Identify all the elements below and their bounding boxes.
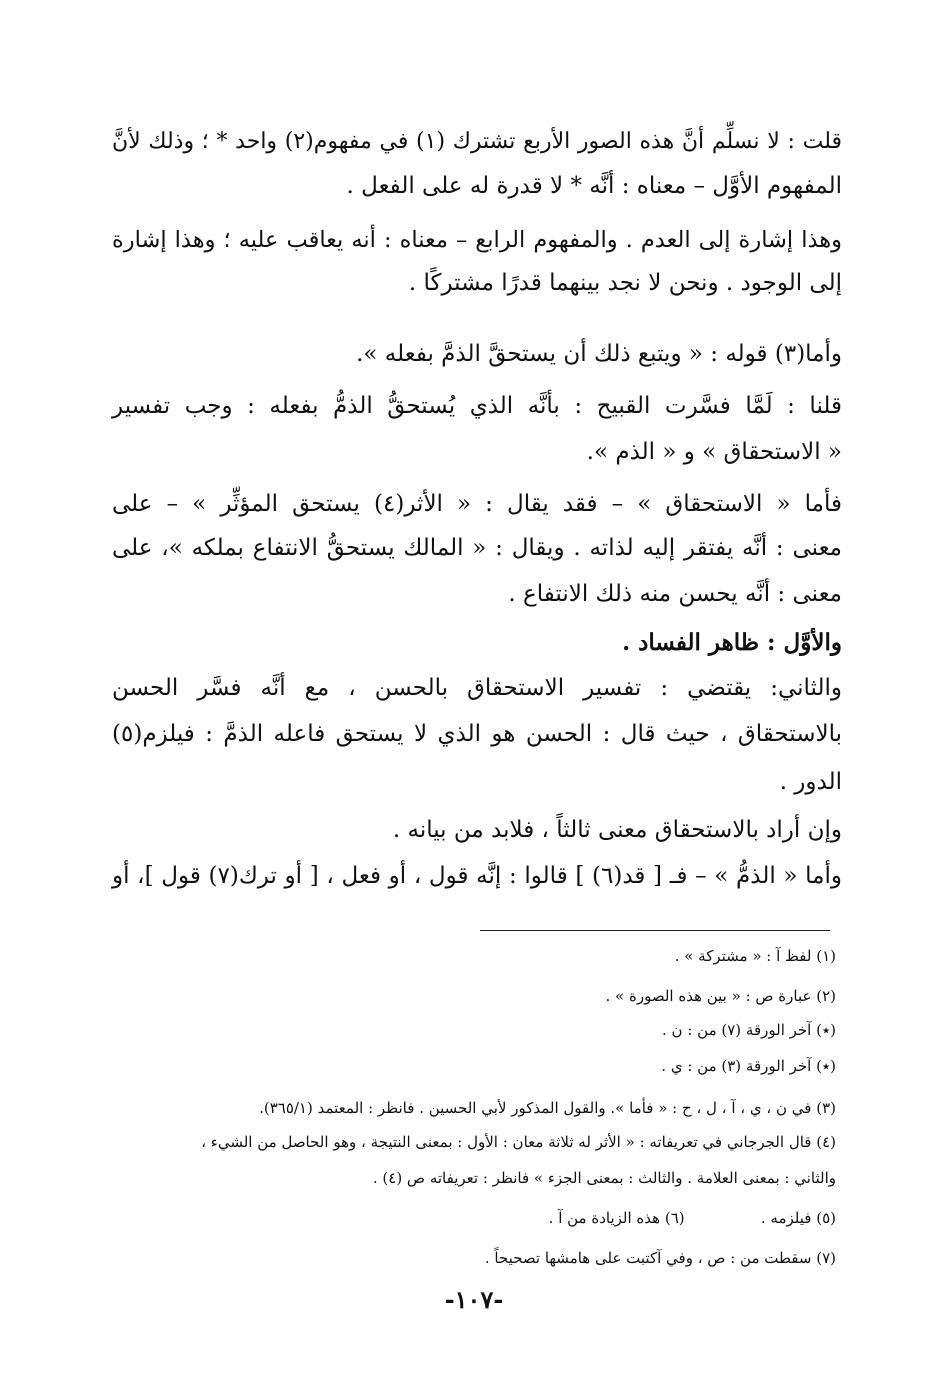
page-number: -١٠٧- [444, 1285, 504, 1314]
footnote: (٭) آخر الورقة (٣) من : ي . [661, 1057, 836, 1075]
body-line: المفهوم الأوَّل – معناه : أنَّه * لا قدرة له على الفعل . [346, 173, 842, 199]
footnote: (١) لفظ آ : « مشتركة » . [674, 947, 836, 965]
body-line: إلى الوجود . ونحن لا نجد بينهما قدرًا مشتركًا . [408, 270, 842, 296]
body-line: قلت : لا نسلِّم أنَّ هذه الصور الأربع تشترك (١) في مفهوم(٢) واحد * ؛ وذلك لأنَّ [112, 129, 842, 154]
body-line: فأما « الاستحقاق » – فقد يقال : « الأثر(٤) يستحق المؤثِّر » – على [112, 491, 842, 517]
footnote: (٢) عبارة ص : « بين هذه الصورة » . [605, 987, 836, 1005]
footnote: (٤) قال الجرجاني في تعريفاته : « الأثر له ثلاثة معان : الأول : بمعنى النتيجة ، وهو الحاصل من الشيء ، [201, 1133, 836, 1151]
body-line: بالاستحقاق ، حيث قال : الحسن هو الذي لا يستحق فاعله الذمَّ : فيلزم(٥) [112, 721, 842, 747]
body-line: وأما « الذمُّ » – فـ [ قد(٦) ] قالوا : إنَّه قول ، أو فعل ، [ أو ترك(٧) قول ]، أو [112, 863, 842, 889]
body-line: معنى : أنَّه يحسن منه ذلك الانتفاع . [508, 581, 842, 607]
body-line: وأما(٣) قوله : « ويتبع ذلك أن يستحقَّ الذمَّ بفعله ». [356, 341, 842, 367]
footnote: (٥) فيلزمه . (٦) هذه الزيادة من آ . [548, 1209, 836, 1227]
footnote: (٭) آخر الورقة (٧) من : ن . [662, 1021, 836, 1039]
footnote: (٧) سقطت من : ص ، وفي آكتبت على هامشها تصحيحاً . [484, 1249, 836, 1267]
body-line: الدور . [779, 769, 842, 795]
footnote: والثاني : بمعنى العلامة . والثالث : بمعنى الجزء » فانظر : تعريفاته ص (٤) . [372, 1169, 836, 1187]
body-line: وإن أراد بالاستحقاق معنى ثالثاً ، فلابد من بيانه . [392, 817, 842, 843]
body-line: قلنا : لَمَّا فسَّرت القبيح : بأنَّه الذي يُستحقُّ الذمُّ بفعله : وجب تفسير [112, 393, 842, 419]
body-line: والأوَّل : ظاهر الفساد . [622, 629, 842, 656]
body-line: معنى : أنَّه يفتقر إليه لذاته . ويقال : « المالك يستحقُّ الانتفاع بملكه »، على [112, 535, 842, 561]
body-line: والثاني: يقتضي : تفسير الاستحقاق بالحسن ، مع أنَّه فسَّر الحسن [112, 675, 842, 701]
body-line: وهذا إشارة إلى العدم . والمفهوم الرابع – معناه : أنه يعاقب عليه ؛ وهذا إشارة [112, 227, 842, 253]
body-line: « الاستحقاق » و « الذم ». [586, 439, 842, 465]
footnote-separator [480, 930, 830, 931]
footnote: (٣) في ن ، ي ، آ ، ل ، ح : « فأما ». والقول المذكور لأبي الحسين . فانظر : المعتمد (٣٦٥/١). [259, 1099, 836, 1117]
